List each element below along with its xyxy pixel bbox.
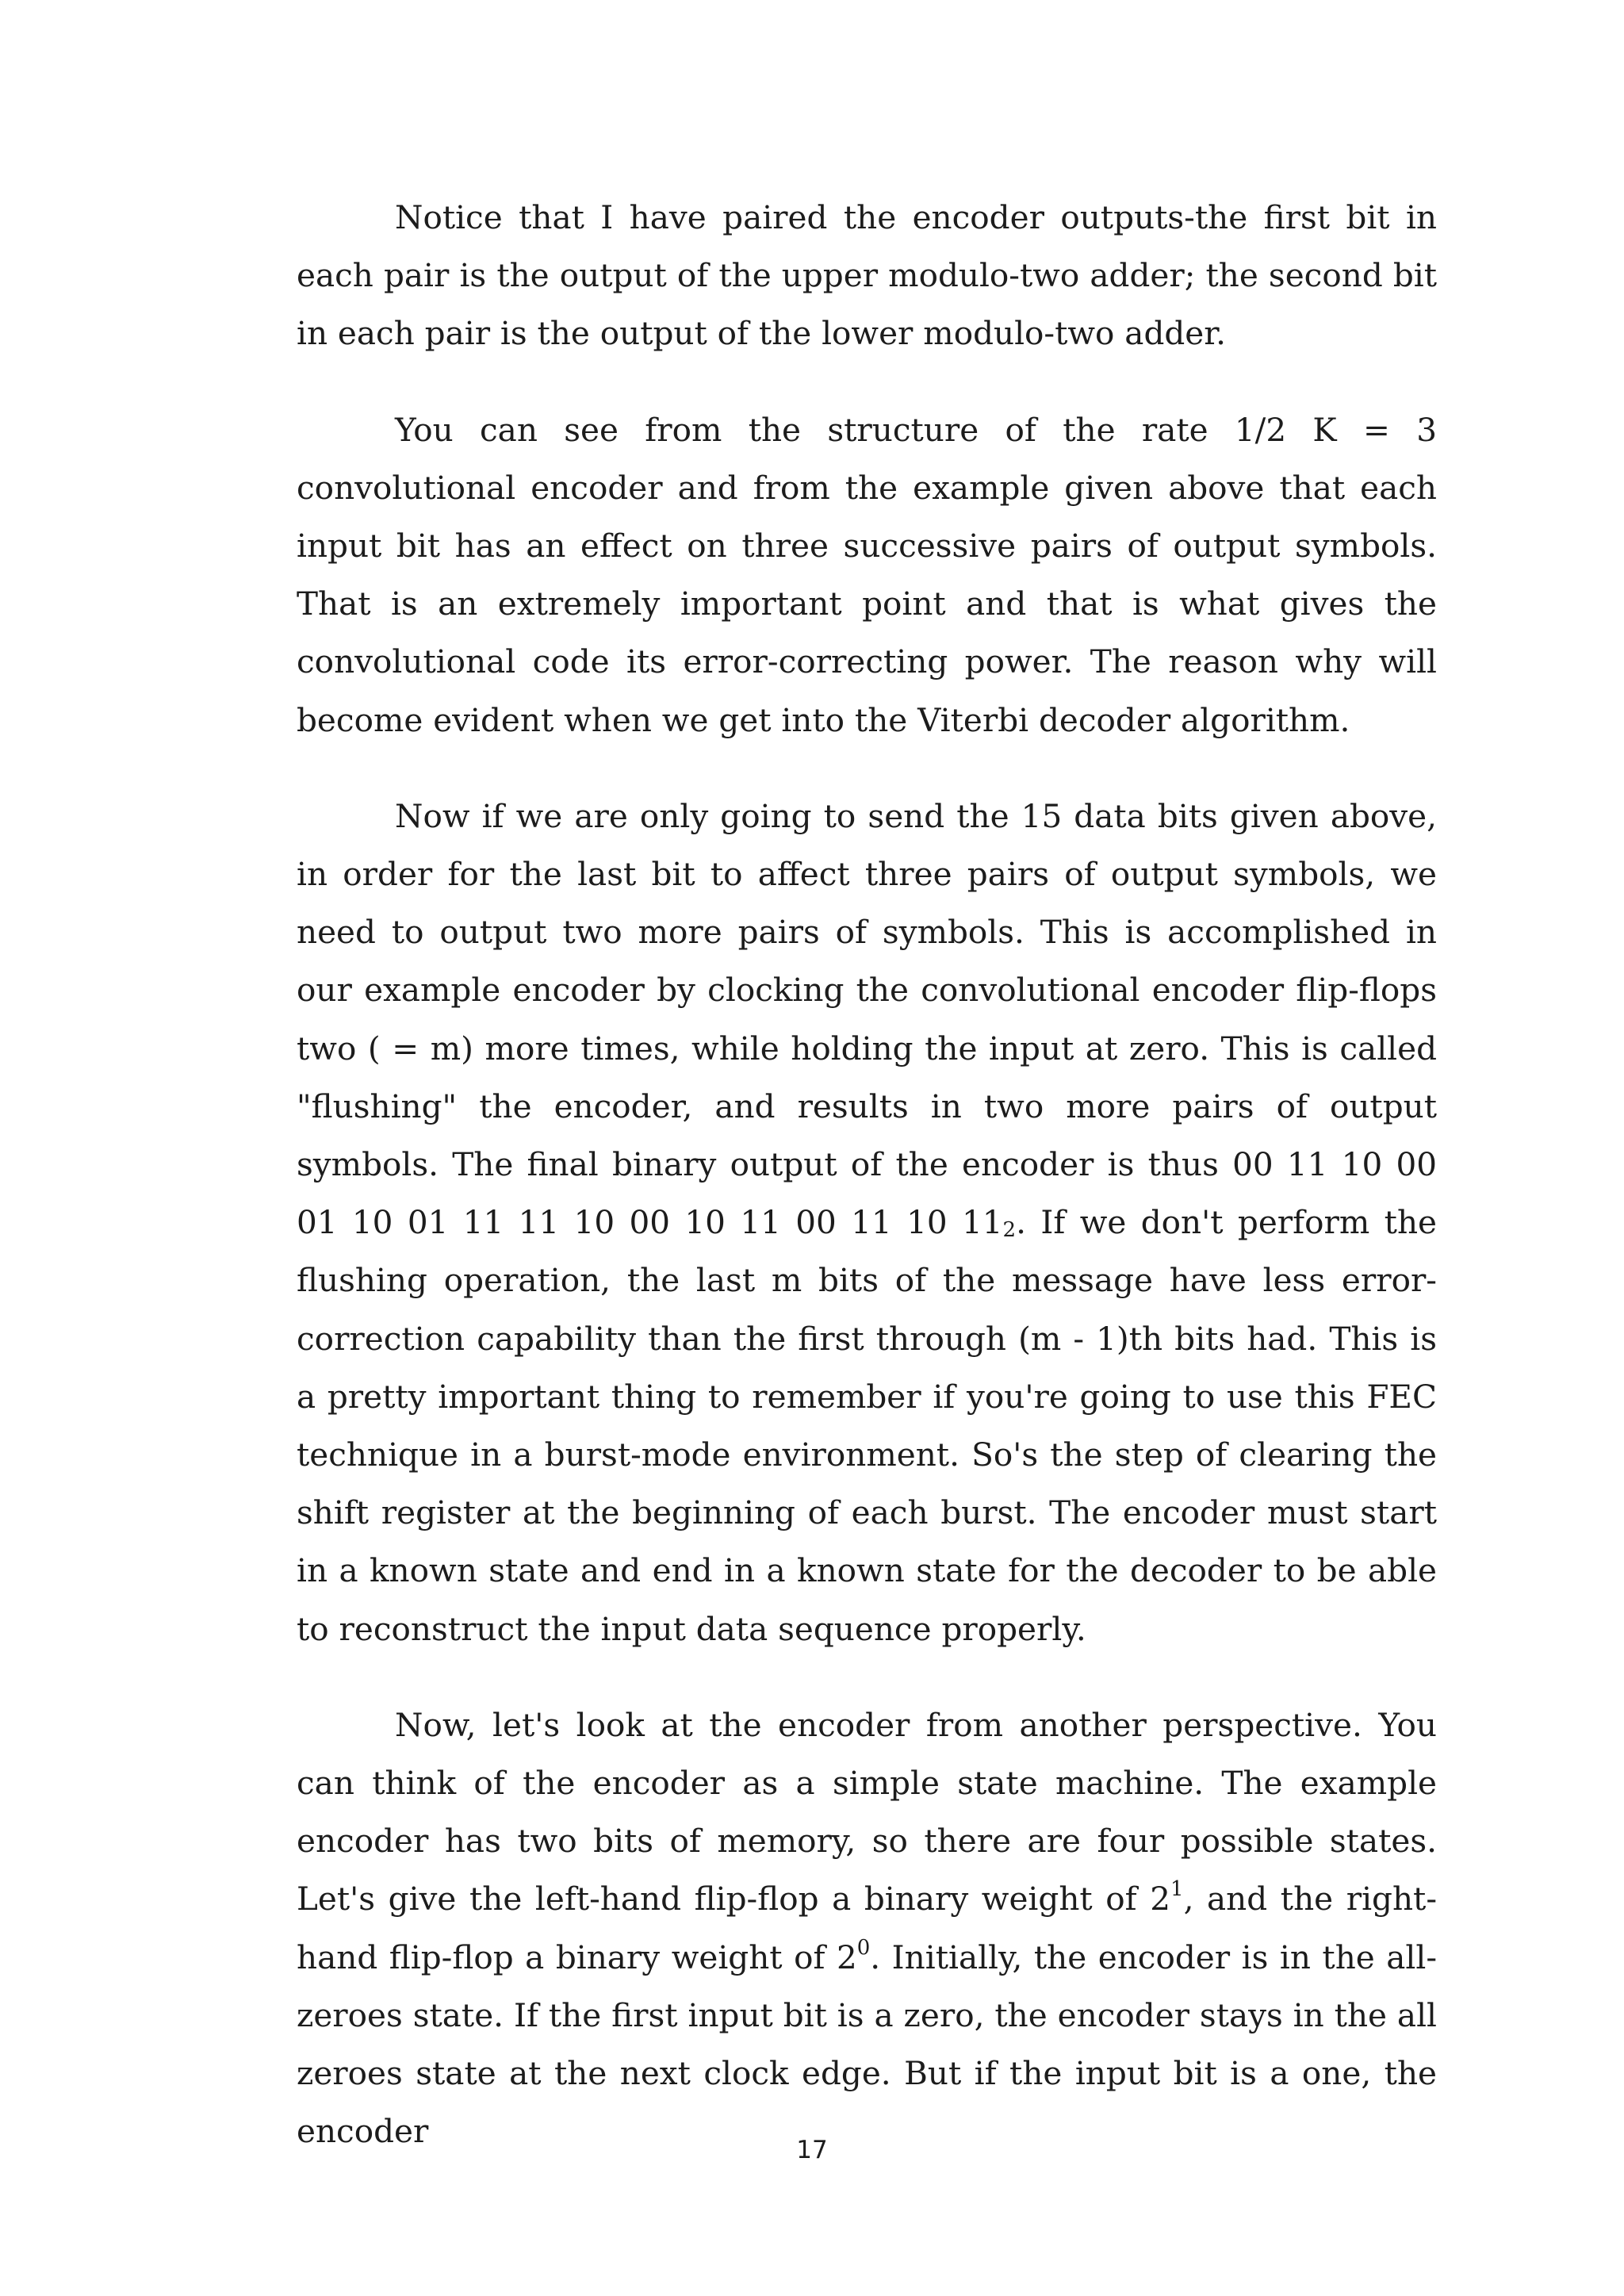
text-run: . Initially, the encoder is in the all-zeroes state. If the first input bit is a zero, the encoder stays in the all zeroes state at the next clock edge. But if the input bit is a one, the encoder	[297, 1938, 1438, 2151]
text-run: , and the right-hand flip-flop a binary weight of 2	[297, 1880, 1437, 1976]
text-run: . If we don't perform the flushing operation, the last m bits of the message have less error-correction capability than the first through (m - 1)th bits had. This is a pretty important thing to remember if you're going to use this FEC technique in a burst-mode environment. So's the step of clearing the shift register at the beginning of each burst. The encoder must start in a known state and end in a known state for the decoder to be able to reconstruct the input data sequence properly.	[297, 1203, 1437, 1648]
page-number: 17	[796, 2136, 828, 2164]
paragraph-input-bit-effect	[297, 401, 1437, 749]
body-text	[297, 189, 1437, 2199]
text-run: Now if we are only going to send the 15 data bits given above, in order for the last bit to affect three pairs of output symbols, we need to output two more pairs of symbols. This is accomplished in our example encoder by clocking the convolutional encoder flip-flops two ( = m) more times, while holding the input at zero. This is called "flushing" the encoder, and results in two more pairs of output symbols. The final binary output of the encoder is thus 00 11 10 00 01 10 01 11 11 10 00 10 11 00 11 10 11	[297, 796, 1437, 1242]
text-run: Now, let's look at the encoder from another perspective. You can think of the encoder as a simple state machine. The example encoder has two bits of memory, so there are four possible states. Let's give the left-hand flip-flop a binary weight of 2	[297, 1705, 1437, 1918]
paragraph-state-machine	[297, 1696, 1437, 2161]
superscript: 1	[1170, 1877, 1184, 1902]
paragraph-paired-outputs	[297, 189, 1437, 363]
subscript: 2	[1002, 1218, 1017, 1243]
text-run: You can see from the structure of the rate 1/2 K = 3 convolutional encoder and from the example given above that each input bit has an effect on three successive pairs of output symbols. That is an extremely important point and that is what gives the convolutional code its error-correcting power. The reason why will become evident when we get into the Viterbi decoder algorithm.	[297, 410, 1437, 739]
text-run: Notice that I have paired the encoder outputs-the first bit in each pair is the output of the upper modulo-two adder; the second bit in each pair is the output of the lower modulo-two adder.	[297, 198, 1437, 353]
superscript: 0	[856, 1935, 871, 1960]
paragraph-flushing	[297, 788, 1437, 1658]
